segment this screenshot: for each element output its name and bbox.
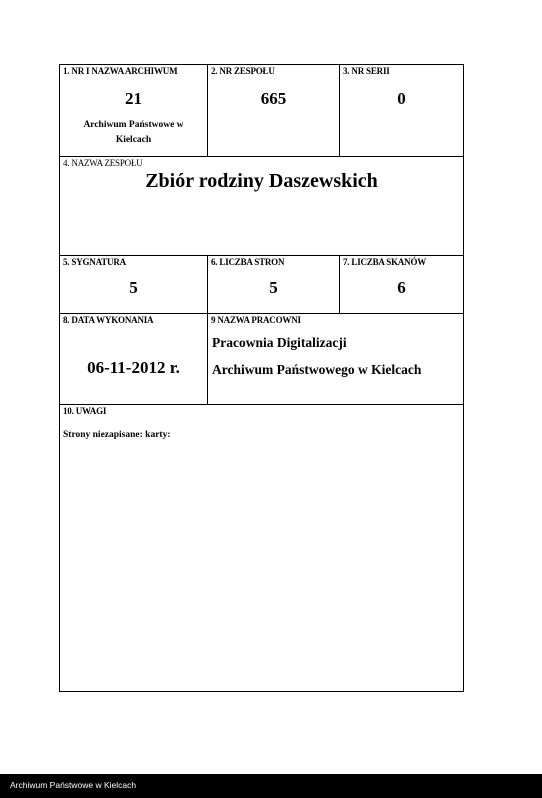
date-value: 06-11-2012 r.	[87, 358, 180, 377]
fonds-name-cell	[60, 157, 463, 256]
lab-label: 9 NAZWA PRACOWNI	[211, 315, 301, 325]
page-count-cell	[208, 256, 340, 314]
signature-value: 5	[129, 278, 138, 297]
lab-line-1: Pracownia Digitalizacji	[212, 335, 347, 350]
notes-cell	[60, 405, 463, 691]
fonds-name-label: 4. NAZWA ZESPOŁU	[63, 158, 143, 168]
date-label: 8. DATA WYKONANIA	[63, 315, 154, 325]
footer-bar	[0, 774, 542, 798]
fonds-name-value: Zbiór rodziny Daszewskich	[145, 170, 378, 192]
page-count-value: 5	[269, 278, 278, 297]
series-number-label: 3. NR SERII	[343, 66, 390, 76]
archive-number: 21	[125, 89, 142, 108]
notes-text: Strony niezapisane: karty:	[63, 430, 171, 440]
archive-label: 1. NR I NAZWA ARCHIWUM	[63, 66, 178, 76]
page-count-label: 6. LICZBA STRON	[211, 257, 285, 267]
scan-count-value: 6	[397, 278, 406, 297]
lab-cell	[208, 314, 463, 405]
fonds-number-label: 2. NR ZESPOŁU	[211, 66, 275, 76]
scan-count-label: 7. LICZBA SKANÓW	[343, 257, 427, 267]
archive-name: Archiwum Państwowe w Kielcach	[83, 120, 184, 145]
archive-metadata-card	[59, 64, 464, 692]
fonds-number-cell	[208, 65, 340, 157]
series-number-cell	[340, 65, 463, 157]
series-number-value: 0	[397, 89, 406, 108]
scan-count-cell	[340, 256, 463, 314]
notes-label: 10. UWAGI	[63, 406, 107, 416]
signature-label: 5. SYGNATURA	[63, 257, 126, 267]
date-cell	[60, 314, 208, 405]
lab-line-2: Archiwum Państwowego w Kielcach	[212, 362, 422, 377]
footer-text: Archiwum Państwowe w Kielcach	[10, 780, 137, 790]
fonds-number-value: 665	[260, 89, 287, 108]
signature-cell	[60, 256, 208, 314]
archive-cell	[60, 65, 208, 157]
